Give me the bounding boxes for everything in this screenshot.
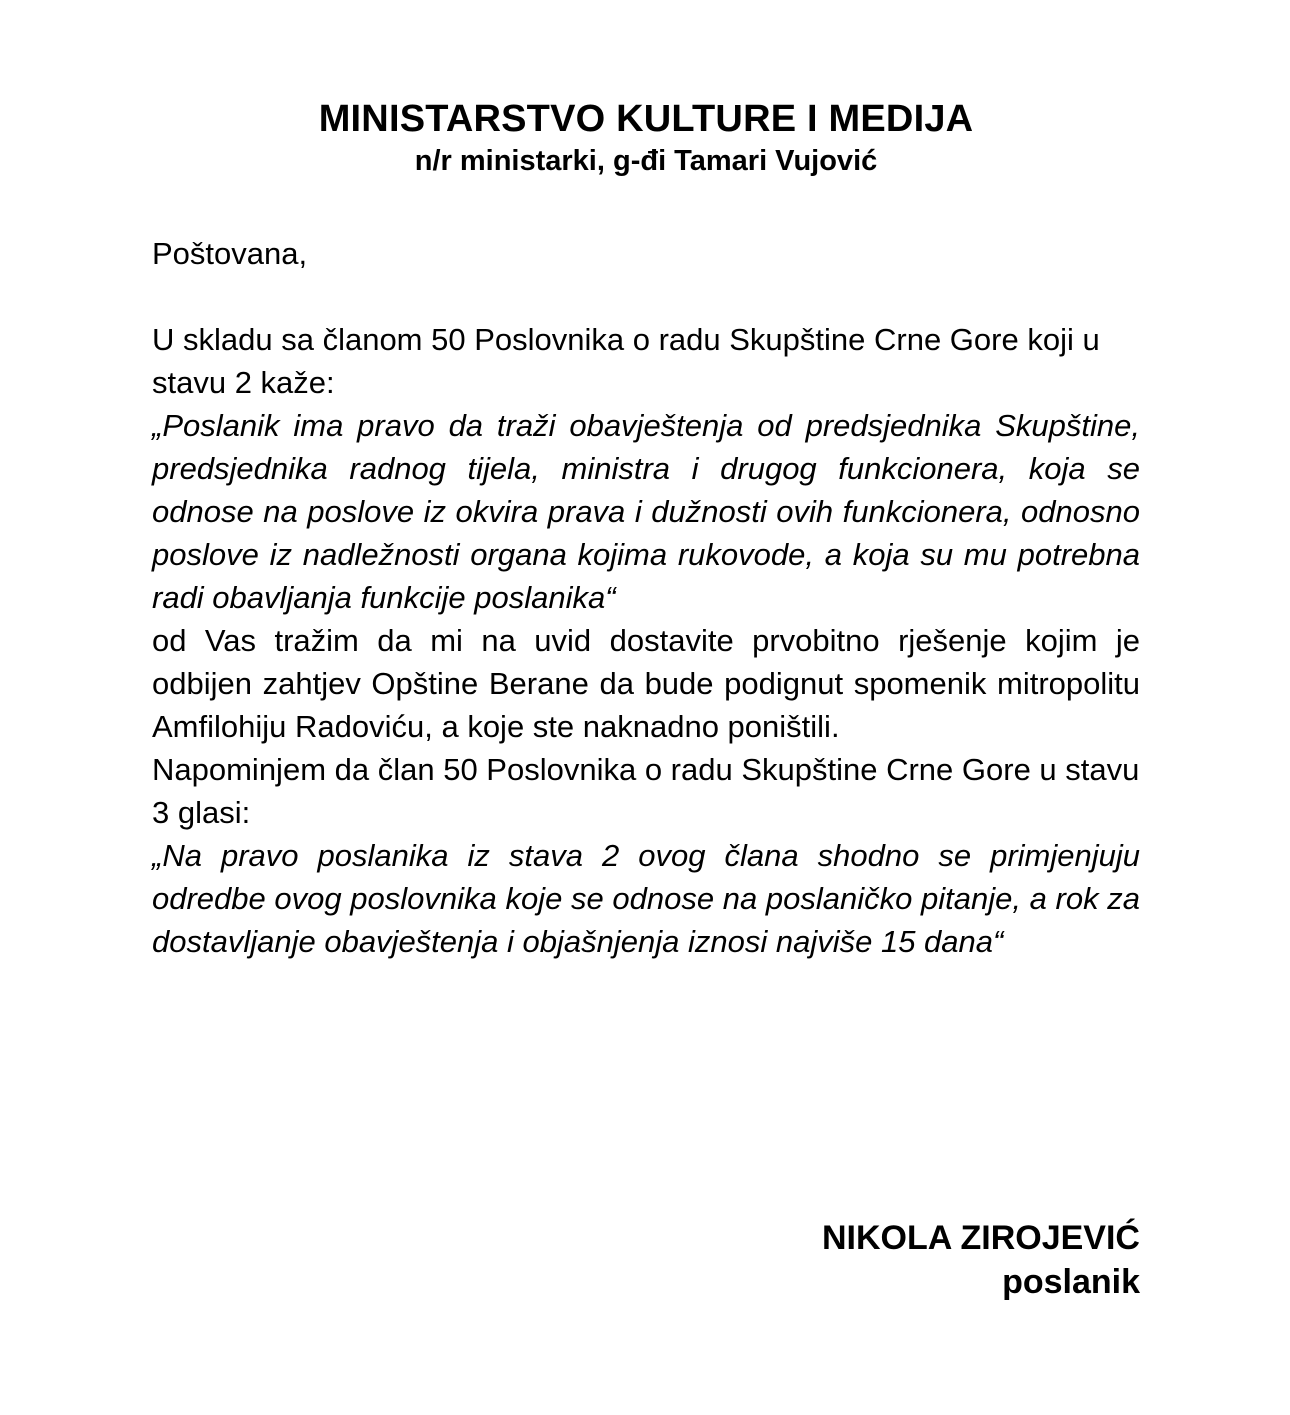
signatory-name: NIKOLA ZIROJEVIĆ [822,1219,1140,1257]
quoted-provision-paragraph-one: „Poslanik ima pravo da traži obavještenja od predsjednika Skupštine, predsjednika radnog tijela, ministra i drugog funkcionera, koja se odnose na poslove iz okvira prava i dužnosti ovih funkcionera, odnosno poslove iz nadležnosti organa kojima rukovode, a koja su mu potrebna radi obavljanja funkcije poslanika“ [152,408,1140,615]
page-title: MINISTARSTVO KULTURE I MEDIJA [318,98,974,140]
intro-paragraph: U skladu sa članom 50 Poslovnika o radu Skupštine Crne Gore koji u stavu 2 kaže: [152,322,1100,400]
quoted-provision-paragraph-two: „Na pravo poslanika iz stava 2 ovog člana shodno se primjenjuju odredbe ovog poslovnika koje se odnose na poslaničko pitanje, a rok za dostavljanje obavještenja i objašnjenja iznosi najviše 15 dana“ [152,838,1140,959]
document-heading [152,96,1140,180]
request-paragraph: od Vas tražim da mi na uvid dostavite prvobitno rješenje kojim je odbijen zahtjev Opštine Berane da bude podignut spomenik mitropolitu Amfilohiju Radoviću, a koje ste naknadno poništili. [152,623,1140,744]
salutation-paragraph: Poštovana, [152,236,308,271]
page-subtitle: n/r ministarki, g-đi Tamari Vujović [414,145,878,177]
note-paragraph: Napominjem da član 50 Poslovnika o radu Skupštine Crne Gore u stavu 3 glasi: [152,752,1140,830]
signature-block [152,1216,1140,1304]
document-body [152,232,1140,963]
paragraph-spacer [152,275,1140,318]
signatory-role: poslanik [1002,1263,1140,1301]
